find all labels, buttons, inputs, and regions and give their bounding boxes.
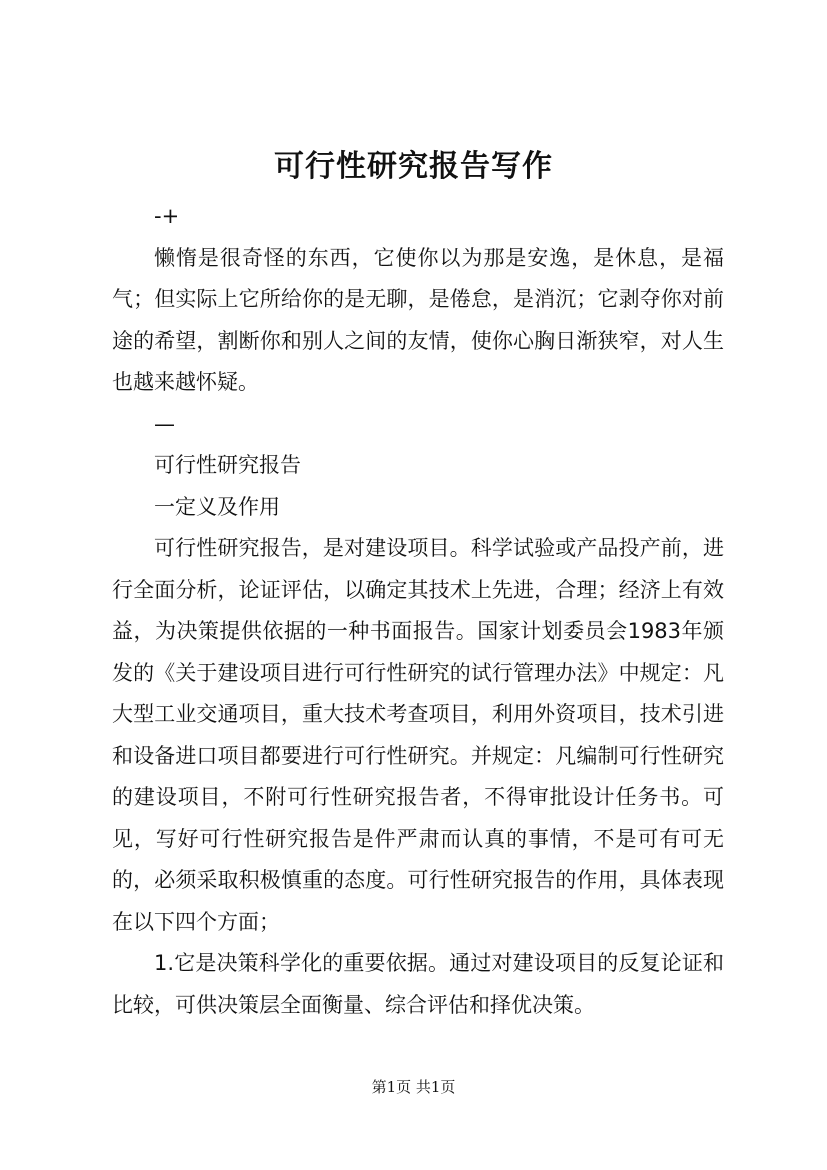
document-title: 可行性研究报告写作 <box>274 149 553 184</box>
dash-separator: — <box>154 411 175 436</box>
subsection-heading: 一定义及作用 <box>154 494 280 519</box>
document-body <box>112 196 724 1026</box>
page-number: 第1页 <box>371 1078 412 1096</box>
section-heading: 可行性研究报告 <box>154 453 301 477</box>
separator-mark: -+ <box>154 204 180 228</box>
list-item-1: 1.它是决策科学化的重要依据。通过对建设项目的反复论证和比较，可供决策层全面衡量、综合评估和择优决策。 <box>112 951 724 1017</box>
page-total: 共1页 <box>415 1078 456 1096</box>
definition-paragraph: 可行性研究报告，是对建设项目。科学试验或产品投产前，进行全面分析，论证评估，以确定其技术上先进，合理；经济上有效益，为决策提供依据的一种书面报告。国家计划委员会1983年颁发的《关于建设项目进行可行性研究的试行管理办法》中规定：凡大型工业交通项目，重大技术考查项目，利用外资项目，技术引进和设备进口项目都要进行可行性研究。并规定：凡编制可行性研究的建设项目，不附可行性研究报告者，不得审批设计任务书。可见，写好可行性研究报告是件严肃而认真的事情，不是可有可无的，必须采取积极慎重的态度。可行性研究报告的作用，具体表现在以下四个方面； <box>112 536 724 934</box>
page-footer <box>0 1076 827 1098</box>
intro-paragraph: 懒惰是很奇怪的东西，它使你以为那是安逸，是休息，是福气；但实际上它所给你的是无聊，是倦怠，是消沉；它剥夺你对前途的希望，割断你和别人之间的友情，使你心胸日渐狭窄，对人生也越来越怀疑。 <box>112 245 724 394</box>
